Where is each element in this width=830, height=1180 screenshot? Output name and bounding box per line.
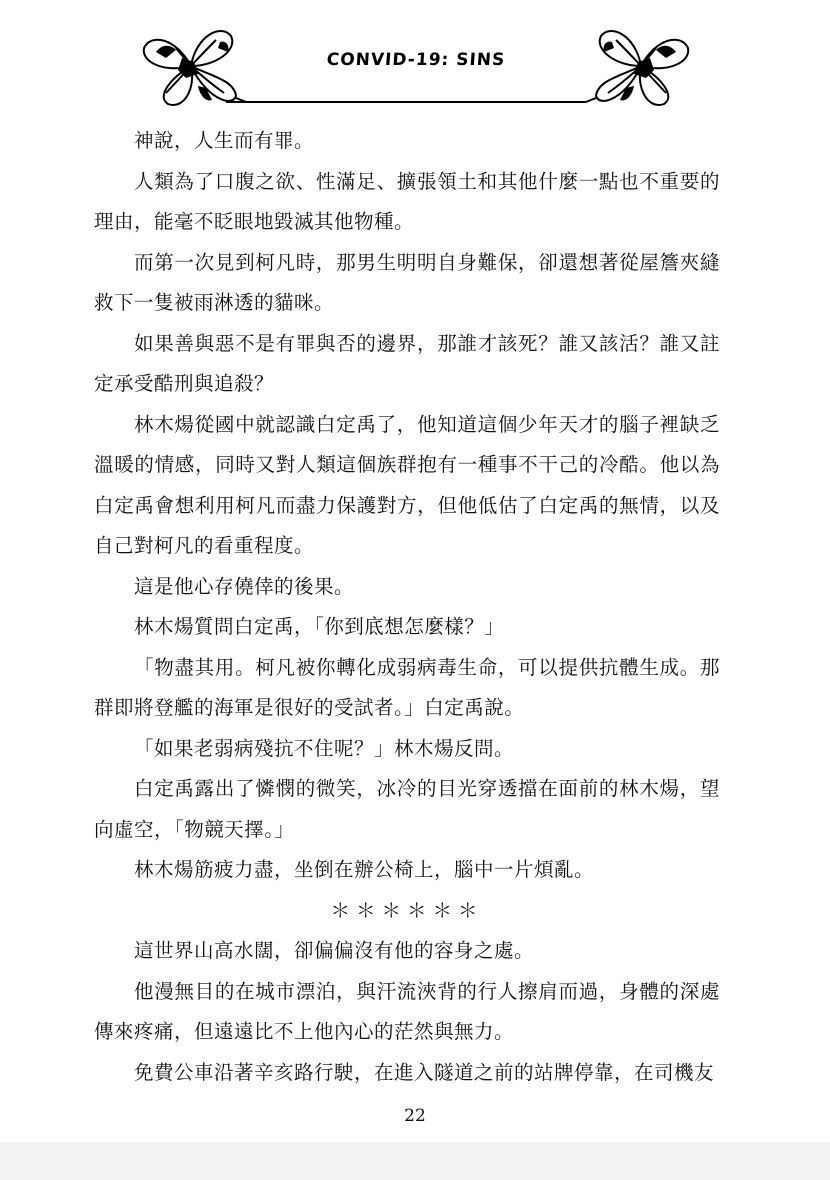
paragraph: 這世界山高水闊，卻偏偏沒有他的容身之處。 [134, 939, 535, 962]
paragraph: 而第一次見到柯凡時，那男生明明自身難保，卻還想著從屋簷夾縫救下一隻被雨淋透的貓咪。 [94, 250, 720, 314]
paragraph: 林木煬從國中就認識白定禹了，他知道這個少年天才的腦子裡缺乏溫暖的情感，同時又對人類這個族群抱有一種事不干己的冷酷。他以為白定禹會想利用柯凡而盡力保護對方，但他低估了白定禹的無情，以及自己對柯凡的看重程度。 [94, 412, 720, 557]
paragraph: 「物盡其用。柯凡被你轉化成弱病毒生命，可以提供抗體生成。那群即將登艦的海軍是很好的受試者。」白定禹說。 [94, 655, 720, 719]
paragraph: 林木煬質問白定禹，「你到底想怎麼樣？」 [134, 615, 505, 638]
page-body [94, 121, 720, 1093]
page-number: 22 [404, 1106, 426, 1126]
scene-separator: ＊＊＊＊＊＊ [330, 898, 484, 922]
paragraph: 免費公車沿著辛亥路行駛，在進入隧道之前的站牌停靠，在司機友 [134, 1060, 715, 1084]
paragraph: 他漫無目的在城市漂泊，與汗流浹背的行人擦肩而過，身體的深處傳來疼痛，但遠遠比不上他內心的茫然與無力。 [94, 979, 720, 1043]
paragraph: 這是他心存僥倖的後果。 [134, 574, 355, 598]
running-header-title: CONVID-19: SINS [326, 50, 506, 70]
header-rule [226, 101, 586, 103]
paragraph: 人類為了口腹之欲、性滿足、擴張領土和其他什麼一點也不重要的理由，能毫不眨眼地毀滅其他物種。 [94, 169, 720, 233]
paragraph: 「如果老弱病殘抗不住呢？」林木煬反問。 [134, 736, 515, 760]
paragraph: 林木煬筋疲力盡，坐倒在辦公椅上，腦中一片煩亂。 [134, 858, 595, 881]
flower-ornament-icon [586, 18, 696, 108]
page-header [0, 0, 830, 120]
paragraph: 如果善與惡不是有罪與否的邊界，那誰才該死？誰又該活？誰又註定承受酷刑與追殺？ [94, 331, 720, 395]
paragraph: 神說，人生而有罪。 [134, 129, 315, 152]
page-bottom-edge [0, 1142, 830, 1180]
paragraph: 白定禹露出了憐憫的微笑，冰冷的目光穿透擋在面前的林木煬，望向虛空，「物競天擇。」 [94, 777, 720, 841]
